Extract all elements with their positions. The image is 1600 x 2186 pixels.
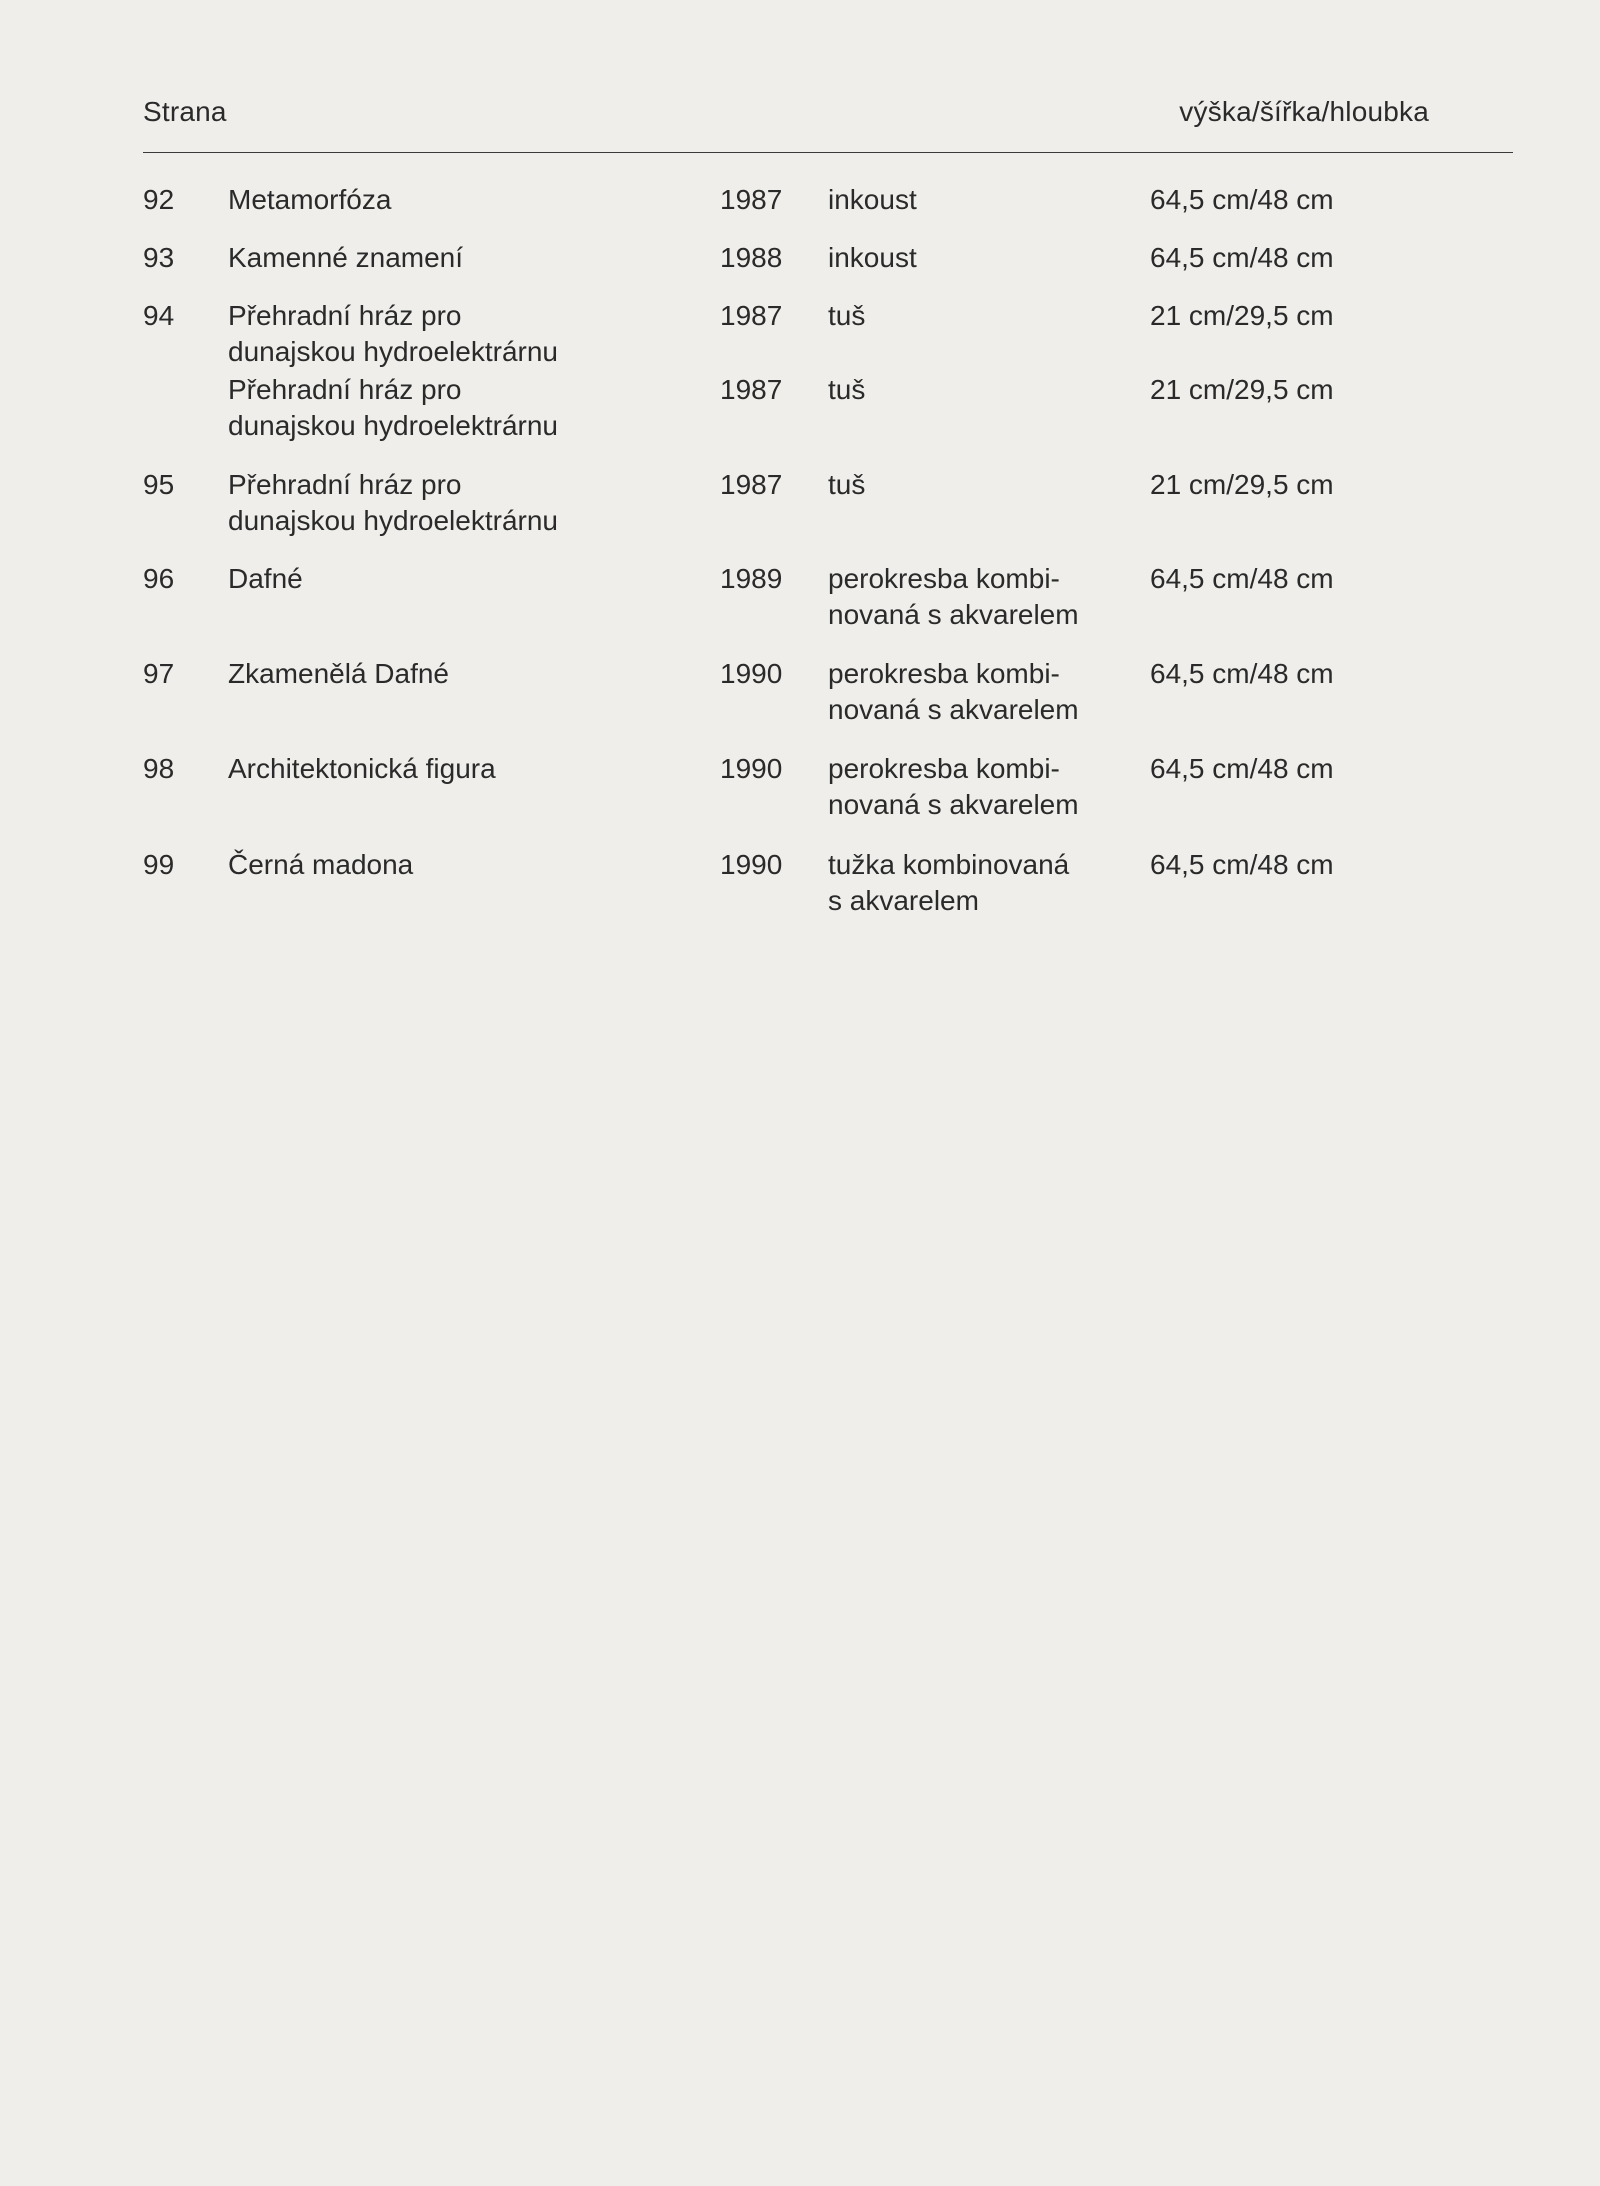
technique-line: perokresba kombi- bbox=[828, 753, 1060, 784]
artwork-dimensions: 64,5 cm/48 cm bbox=[1150, 753, 1334, 784]
title-line: dunajskou hydroelektrárnu bbox=[228, 336, 558, 367]
header-page-label: Strana bbox=[143, 96, 227, 127]
title-line: Kamenné znamení bbox=[228, 242, 464, 273]
artwork-dimensions: 64,5 cm/48 cm bbox=[1150, 563, 1334, 594]
technique-line: tuš bbox=[828, 300, 866, 331]
artwork-year: 1987 bbox=[720, 184, 783, 215]
artwork-dimensions: 64,5 cm/48 cm bbox=[1150, 184, 1334, 215]
header-divider bbox=[143, 152, 1513, 153]
artwork-year: 1988 bbox=[720, 242, 783, 273]
artwork-dimensions: 21 cm/29,5 cm bbox=[1150, 374, 1334, 405]
page-number: 98 bbox=[143, 753, 175, 784]
artwork-title bbox=[228, 751, 708, 787]
title-line: Přehradní hráz pro bbox=[228, 300, 462, 331]
artwork-technique bbox=[828, 656, 1128, 728]
technique-line: tužka kombinovaná bbox=[828, 849, 1070, 880]
artwork-year: 1987 bbox=[720, 374, 783, 405]
artwork-title bbox=[228, 240, 708, 276]
page-number: 95 bbox=[143, 469, 175, 500]
title-line: Přehradní hráz pro bbox=[228, 374, 462, 405]
artwork-technique bbox=[828, 372, 1128, 408]
title-line: Architektonická figura bbox=[228, 753, 496, 784]
title-line: Zkamenělá Dafné bbox=[228, 658, 450, 689]
technique-line: s akvarelem bbox=[828, 885, 979, 916]
artwork-year: 1990 bbox=[720, 658, 783, 689]
artwork-title bbox=[228, 372, 708, 444]
artwork-technique bbox=[828, 182, 1128, 218]
title-line: Černá madona bbox=[228, 849, 414, 880]
page-number: 93 bbox=[143, 242, 175, 273]
technique-line: novaná s akvarelem bbox=[828, 789, 1079, 820]
artwork-title bbox=[228, 182, 708, 218]
artwork-technique bbox=[828, 298, 1128, 334]
artwork-dimensions: 21 cm/29,5 cm bbox=[1150, 469, 1334, 500]
title-line: Dafné bbox=[228, 563, 303, 594]
artwork-title bbox=[228, 656, 708, 692]
artwork-technique bbox=[828, 561, 1128, 633]
artwork-title bbox=[228, 847, 708, 883]
artwork-technique bbox=[828, 467, 1128, 503]
page-number: 96 bbox=[143, 563, 175, 594]
title-line: dunajskou hydroelektrárnu bbox=[228, 505, 558, 536]
technique-line: perokresba kombi- bbox=[828, 658, 1060, 689]
artwork-title bbox=[228, 561, 708, 597]
artwork-dimensions: 64,5 cm/48 cm bbox=[1150, 242, 1334, 273]
technique-line: perokresba kombi- bbox=[828, 563, 1060, 594]
artwork-title bbox=[228, 298, 708, 370]
technique-line: inkoust bbox=[828, 184, 917, 215]
title-line: Metamorfóza bbox=[228, 184, 392, 215]
artwork-dimensions: 64,5 cm/48 cm bbox=[1150, 849, 1334, 880]
technique-line: novaná s akvarelem bbox=[828, 694, 1079, 725]
title-line: dunajskou hydroelektrárnu bbox=[228, 410, 558, 441]
artwork-technique bbox=[828, 751, 1128, 823]
artwork-year: 1989 bbox=[720, 563, 783, 594]
page-number: 97 bbox=[143, 658, 175, 689]
page-number: 94 bbox=[143, 300, 175, 331]
artwork-year: 1987 bbox=[720, 300, 783, 331]
technique-line: tuš bbox=[828, 469, 866, 500]
page-number: 99 bbox=[143, 849, 175, 880]
artwork-technique bbox=[828, 847, 1128, 919]
artwork-dimensions: 64,5 cm/48 cm bbox=[1150, 658, 1334, 689]
header-dimensions-label: výška/šířka/hloubka bbox=[1179, 96, 1429, 127]
artwork-year: 1990 bbox=[720, 849, 783, 880]
artwork-year: 1987 bbox=[720, 469, 783, 500]
technique-line: tuš bbox=[828, 374, 866, 405]
title-line: Přehradní hráz pro bbox=[228, 469, 462, 500]
table-header bbox=[143, 96, 1513, 136]
artwork-dimensions: 21 cm/29,5 cm bbox=[1150, 300, 1334, 331]
technique-line: novaná s akvarelem bbox=[828, 599, 1079, 630]
artwork-title bbox=[228, 467, 708, 539]
artwork-technique bbox=[828, 240, 1128, 276]
page-number: 92 bbox=[143, 184, 175, 215]
artwork-year: 1990 bbox=[720, 753, 783, 784]
technique-line: inkoust bbox=[828, 242, 917, 273]
